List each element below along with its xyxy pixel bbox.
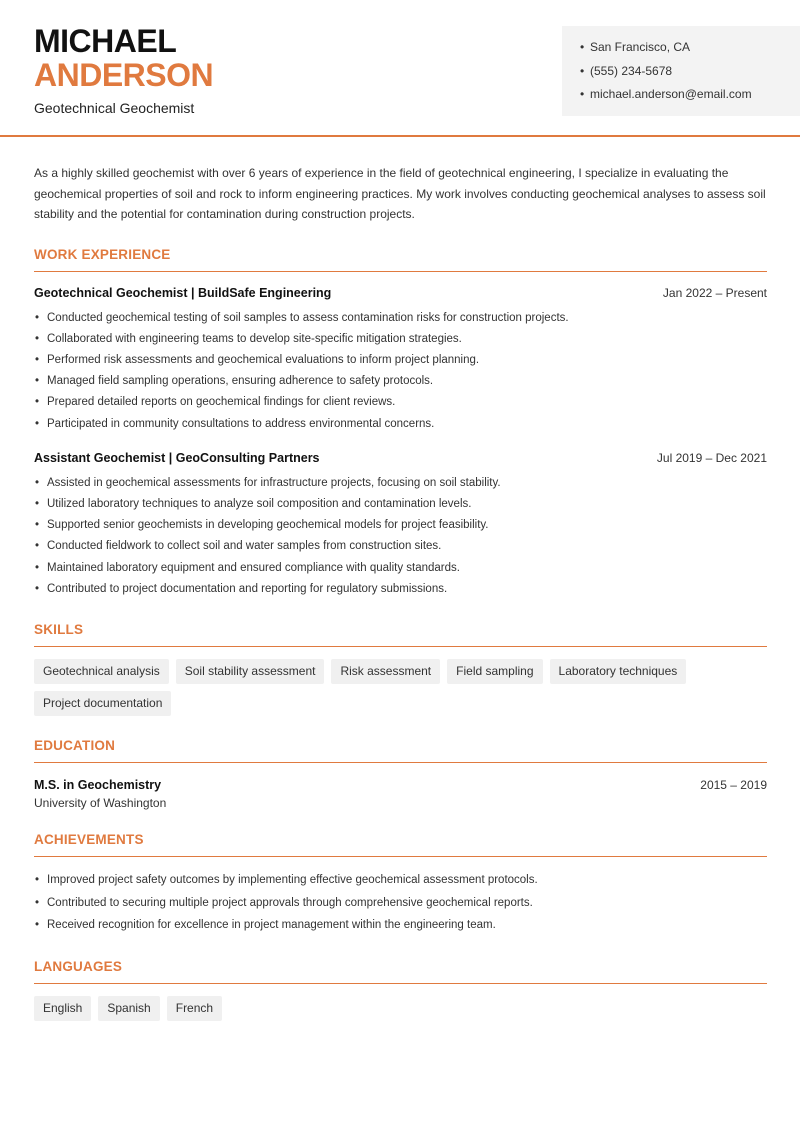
list-item: • Utilized laboratory techniques to analyze soil composition and contamination levels. xyxy=(34,494,767,515)
list-item: • Assisted in geochemical assessments for infrastructure projects, focusing on soil stability. xyxy=(34,473,767,494)
last-name: ANDERSON xyxy=(34,57,214,93)
skill-tag: Soil stability assessment xyxy=(176,659,325,684)
section-title: ACHIEVEMENTS xyxy=(34,832,767,857)
skills-tags xyxy=(34,659,767,716)
list-item: • Prepared detailed reports on geochemical findings for client reviews. xyxy=(34,392,767,413)
contact-box xyxy=(562,26,800,116)
language-tag: Spanish xyxy=(98,996,159,1021)
job-bullets xyxy=(34,308,767,435)
education-section xyxy=(34,738,767,810)
job-role: Geotechnical Geochemist | BuildSafe Engineering xyxy=(34,285,332,300)
job-role: Assistant Geochemist | GeoConsulting Partners xyxy=(34,450,320,465)
list-item: • Conducted fieldwork to collect soil and water samples from construction sites. xyxy=(34,536,767,557)
list-item: • Improved project safety outcomes by implementing effective geochemical assessment protocols. xyxy=(34,869,767,892)
languages-section xyxy=(34,959,767,1021)
skill-tag: Geotechnical analysis xyxy=(34,659,169,684)
list-item: • Performed risk assessments and geochemical evaluations to inform project planning. xyxy=(34,350,767,371)
list-item: • Contributed to project documentation and reporting for regulatory submissions. xyxy=(34,579,767,600)
summary: As a highly skilled geochemist with over 6 years of experience in the field of geotechnical engineering, I specialize in evaluating the geochemical properties of soil and rock to inform engineering practices. My work involves conducting geochemical analyses to assess soil stability and the potential for contamination during construction projects. xyxy=(34,166,766,221)
contact-location: • San Francisco, CA xyxy=(580,40,800,64)
contact-phone: • (555) 234-5678 xyxy=(580,64,800,88)
skill-tag: Laboratory techniques xyxy=(550,659,687,684)
list-item: • Managed field sampling operations, ensuring adherence to safety protocols. xyxy=(34,371,767,392)
job-bullets xyxy=(34,473,767,600)
education-date: 2015 – 2019 xyxy=(700,777,767,792)
education-entry xyxy=(34,778,767,810)
job-date: Jan 2022 – Present xyxy=(662,285,767,300)
job-entry xyxy=(34,451,767,600)
skills-section xyxy=(34,622,767,716)
job-title: Geotechnical Geochemist xyxy=(34,100,195,116)
language-tag: English xyxy=(34,996,91,1021)
section-title: WORK EXPERIENCE xyxy=(34,247,767,272)
list-item: • Maintained laboratory equipment and ensured compliance with quality standards. xyxy=(34,558,767,579)
list-item: • Collaborated with engineering teams to develop site-specific mitigation strategies. xyxy=(34,329,767,350)
education-degree: M.S. in Geochemistry xyxy=(34,777,162,792)
skill-tag: Field sampling xyxy=(447,659,542,684)
skill-tag: Risk assessment xyxy=(331,659,440,684)
list-item: • Participated in community consultations to address environmental concerns. xyxy=(34,414,767,435)
language-tag: French xyxy=(167,996,222,1021)
education-school: University of Washington xyxy=(34,795,167,810)
contact-email[interactable]: • michael.anderson@email.com xyxy=(580,87,800,111)
resume-header xyxy=(0,0,800,137)
achievements-section xyxy=(34,832,767,937)
first-name: MICHAEL xyxy=(34,23,177,59)
list-item: • Received recognition for excellence in project management within the engineering team. xyxy=(34,914,767,937)
list-item: • Supported senior geochemists in developing geochemical models for project feasibility. xyxy=(34,515,767,536)
list-item: • Contributed to securing multiple project approvals through comprehensive geochemical reports. xyxy=(34,892,767,915)
language-tags xyxy=(34,996,767,1021)
list-item: • Conducted geochemical testing of soil samples to assess contamination risks for construction projects. xyxy=(34,308,767,329)
skill-tag: Project documentation xyxy=(34,691,171,716)
section-title: LANGUAGES xyxy=(34,959,767,984)
resume-body xyxy=(34,137,767,1021)
section-title: EDUCATION xyxy=(34,738,767,763)
achievements-list xyxy=(34,869,767,937)
job-entry xyxy=(34,286,767,435)
job-date: Jul 2019 – Dec 2021 xyxy=(656,450,767,465)
work-experience-section xyxy=(34,247,767,600)
section-title: SKILLS xyxy=(34,622,767,647)
